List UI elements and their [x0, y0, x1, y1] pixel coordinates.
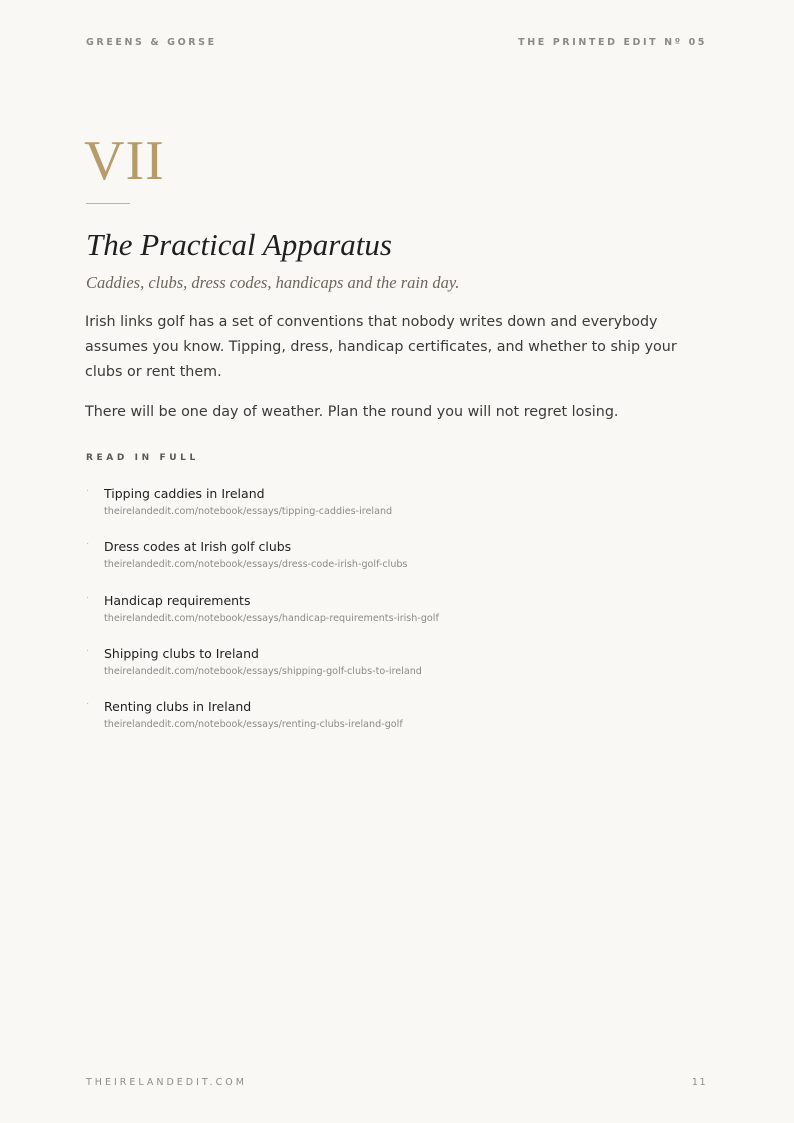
essay-link-list	[86, 485, 706, 751]
link-title[interactable]: Dress codes at Irish golf clubs	[104, 539, 292, 555]
running-head-publication: GREENS & GORSE	[86, 37, 217, 48]
link-title[interactable]: Renting clubs in Ireland	[104, 699, 252, 715]
bullet-icon: ·	[86, 591, 90, 603]
footer-site-name: THEIRELANDEDIT.COM	[86, 1077, 247, 1088]
intro-paragraph: Irish links golf has a set of conventions that nobody writes down and everybody assumes you know. Tipping, dress, handicap certificates, and whether to ship your clubs or rent them.	[85, 314, 677, 380]
list-item[interactable]	[86, 485, 706, 538]
read-in-full-heading: READ IN FULL	[86, 453, 199, 463]
list-item[interactable]	[86, 592, 706, 645]
chapter-subtitle: Caddies, clubs, dress codes, handicaps and the rain day.	[86, 273, 460, 292]
list-item[interactable]	[86, 645, 706, 698]
link-url[interactable]: theirelandedit.com/notebook/essays/tipping-caddies-ireland	[104, 506, 393, 517]
chapter-divider	[86, 203, 130, 204]
list-item[interactable]	[86, 698, 706, 751]
weather-paragraph: There will be one day of weather. Plan the round you will not regret losing.	[85, 404, 619, 420]
running-head-edition: THE PRINTED EDIT Nº 05	[518, 37, 707, 48]
link-url[interactable]: theirelandedit.com/notebook/essays/dress-code-irish-golf-clubs	[104, 559, 408, 571]
bullet-icon: ·	[86, 485, 90, 496]
link-title[interactable]: Shipping clubs to Ireland	[104, 645, 259, 661]
bullet-icon: ·	[86, 538, 90, 550]
page-number: 11	[691, 1077, 707, 1088]
link-title[interactable]: Tipping caddies in Ireland	[104, 486, 265, 501]
link-url[interactable]: theirelandedit.com/notebook/essays/shipping-golf-clubs-to-ireland	[104, 665, 422, 677]
bullet-icon: ·	[86, 644, 90, 656]
list-item[interactable]	[86, 538, 706, 591]
bullet-icon: ·	[86, 698, 90, 710]
chapter-title: The Practical Apparatus	[86, 227, 392, 262]
link-title[interactable]: Handicap requirements	[104, 592, 251, 608]
link-url[interactable]: theirelandedit.com/notebook/essays/handicap-requirements-irish-golf	[104, 612, 439, 624]
link-url[interactable]: theirelandedit.com/notebook/essays/renting-clubs-ireland-golf	[104, 719, 403, 731]
chapter-number: VII	[84, 130, 165, 192]
